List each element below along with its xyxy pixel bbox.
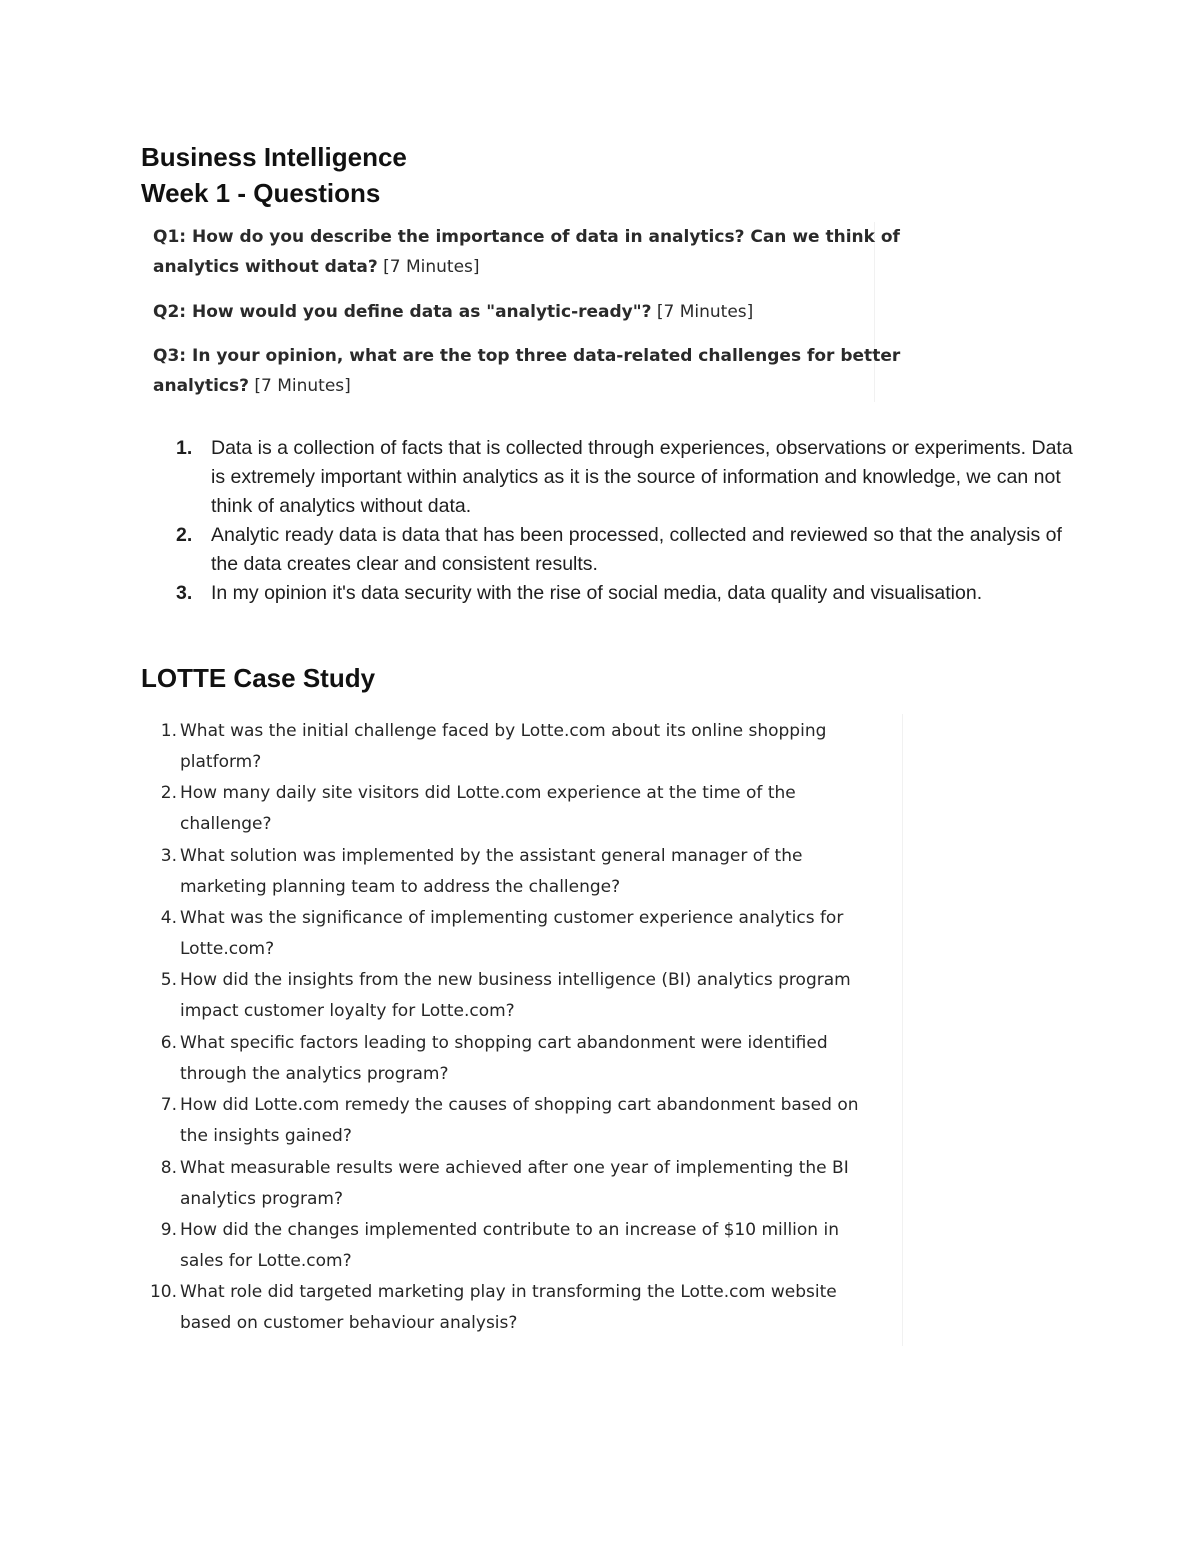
- case-question: 2. How many daily site visitors did Lotte.com experience at the time of the challenge?: [160, 783, 796, 834]
- answer-item: [176, 579, 1076, 608]
- question-3-line-1: Q3: In your opinion, what are the top three data-related challenges for better: [153, 346, 901, 366]
- case-question: 8. What measurable results were achieved after one year of implementing the BI analytics program?: [160, 1158, 849, 1209]
- answer-item: [176, 434, 1076, 521]
- case-question: 1. What was the initial challenge faced by Lotte.com about its online shopping platform?: [160, 721, 827, 772]
- answer-number: 2.: [176, 524, 193, 546]
- document-subtitle: Week 1 - Questions: [141, 178, 381, 208]
- questions-image-block: [144, 222, 901, 402]
- answer-text: Analytic ready data is data that has been processed, collected and reviewed so that the analysis of the data creates clear and consistent results.: [211, 524, 1062, 575]
- question-3-line-2: analytics? [7 Minutes]: [153, 376, 351, 396]
- case-study-image-block: [144, 714, 903, 1346]
- case-question: 7. How did Lotte.com remedy the causes of shopping cart abandonment based on the insights gained?: [160, 1095, 859, 1146]
- answer-item: [176, 521, 1076, 579]
- case-question: 3. What solution was implemented by the assistant general manager of the marketing planning team to address the challenge?: [160, 846, 803, 897]
- question-2: Q2: How would you define data as "analytic-ready"? [7 Minutes]: [153, 302, 754, 322]
- question-1-line-1: Q1: How do you describe the importance of data in analytics? Can we think of: [153, 227, 900, 247]
- answer-number: 1.: [176, 437, 193, 459]
- case-question: 4. What was the significance of implementing customer experience analytics for Lotte.com?: [160, 908, 844, 959]
- case-question: 6. What specific factors leading to shopping cart abandonment were identified through the analytics program?: [160, 1033, 828, 1084]
- answer-text: In my opinion it's data security with the rise of social media, data quality and visualisation.: [211, 582, 983, 604]
- case-question: 9. How did the changes implemented contribute to an increase of $10 million in sales for Lotte.com?: [160, 1220, 839, 1271]
- question-1-line-2: analytics without data? [7 Minutes]: [153, 257, 480, 277]
- document-title: Business Intelligence: [141, 142, 407, 172]
- answer-text: Data is a collection of facts that is collected through experiences, observations or experiments. Data is extremely important within analytics as it is the source of information and knowledge, we can not think of analytics without data.: [211, 437, 1073, 517]
- answers-list: [176, 434, 1076, 608]
- answer-number: 3.: [176, 582, 193, 604]
- case-question: 5. How did the insights from the new business intelligence (BI) analytics program impact customer loyalty for Lotte.com?: [160, 970, 851, 1021]
- case-question: 10. What role did targeted marketing play in transforming the Lotte.com website based on customer behaviour analysis?: [149, 1282, 837, 1333]
- case-study-heading: LOTTE Case Study: [141, 663, 376, 693]
